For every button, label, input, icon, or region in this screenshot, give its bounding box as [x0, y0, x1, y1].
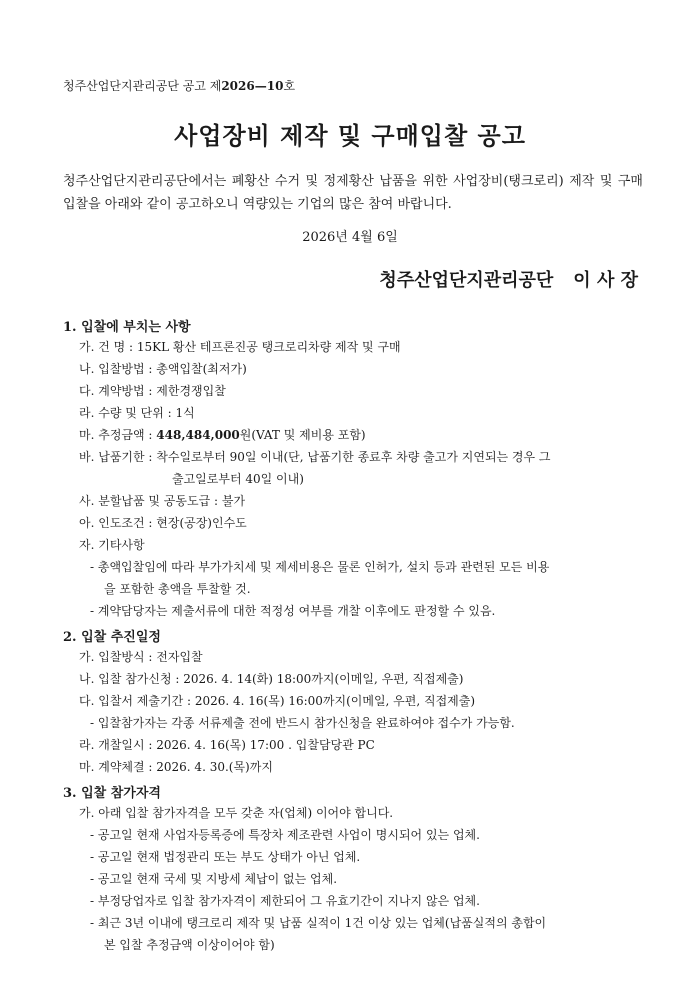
section1-etc-note1-cont: 을 포함한 총액을 투찰할 것. — [104, 582, 251, 596]
section1-etc-note2: - 계약담당자는 제출서류에 대한 적정성 여부를 개찰 이후에도 판정할 수 있음. — [90, 604, 496, 618]
section1-item-delivery: 바. 납품기한 : 착수일로부터 90일 이내(단, 납품기한 종료후 차량 출고가 지연되는 경우 그 — [79, 450, 551, 464]
notice-suffix: 호 — [283, 79, 296, 93]
section2-item-opening: 라. 개찰일시 : 2026. 4. 16(목) 17:00 . 입찰담당관 PC — [79, 738, 375, 752]
section1-item-etc: 자. 기타사항 — [79, 538, 145, 552]
price-label: 마. 추정금액 : — [79, 428, 157, 442]
section3-item-a: 가. 아래 입찰 참가자격을 모두 갖춘 자(업체) 이어야 합니다. — [79, 806, 394, 820]
section2-item-submission: 다. 입찰서 제출기간 : 2026. 4. 16(목) 16:00까지(이메일, 우편, 직접제출) — [79, 694, 476, 708]
section3-requirement: - 부정당업자로 입찰 참가자격이 제한되어 그 유효기간이 지나지 않은 업체. — [90, 894, 480, 908]
price-value: 448,484,000 — [156, 428, 240, 442]
notice-number — [63, 77, 295, 94]
section1-item-quantity: 라. 수량 및 단위 : 1식 — [79, 406, 195, 420]
section3-heading: 3. 입찰 참가자격 — [63, 786, 161, 801]
notice-prefix: 청주산업단지관리공단 공고 제 — [63, 79, 222, 93]
issuer-title: 이 사 장 — [573, 270, 638, 291]
section1-heading: 1. 입찰에 부치는 사항 — [63, 320, 191, 335]
section1-item-name: 가. 건 명 : 15KL 황산 테프론진공 탱크로리차량 제작 및 구매 — [79, 340, 401, 354]
section1-item-delivery-cont: 출고일로부터 40일 이내) — [172, 472, 304, 486]
section1-item-terms: 아. 인도조건 : 현장(공장)인수도 — [79, 516, 247, 530]
intro-paragraph: 청주산업단지관리공단에서는 폐황산 수거 및 정제황산 납품을 위한 사업장비(탱크로리) 제작 및 구매 입찰을 아래와 같이 공고하오니 역량있는 기업의 많은 참여 바랍니다. — [63, 174, 643, 212]
section3-requirement: - 최근 3년 이내에 탱크로리 제작 및 납품 실적이 1건 이상 있는 업체(납품실적의 총합이 — [90, 916, 547, 930]
section1-etc-note1: - 총액입찰임에 따라 부가가치세 및 제세비용은 물론 인허가, 설치 등과 관련된 모든 비용 — [90, 560, 550, 574]
section1-item-method: 나. 입찰방법 : 총액입찰(최저가) — [79, 362, 247, 376]
section1-item-split: 사. 분할납품 및 공동도급 : 불가 — [79, 494, 246, 508]
section1-item-price — [79, 426, 366, 443]
notice-number-value: 2026—10 — [221, 79, 284, 93]
section1-item-contract: 다. 계약방법 : 제한경쟁입찰 — [79, 384, 226, 398]
price-note: 원(VAT 및 제비용 포함) — [239, 428, 366, 442]
issuer-org: 청주산업단지관리공단 — [379, 270, 554, 291]
section2-item-application: 나. 입찰 참가신청 : 2026. 4. 14(화) 18:00까지(이메일, 우편, 직접제출) — [79, 672, 464, 686]
section2-item-method: 가. 입찰방식 : 전자입찰 — [79, 650, 203, 664]
section3-requirement: - 공고일 현재 사업자등록증에 특장차 제조관련 사업이 명시되어 있는 업체. — [90, 828, 480, 842]
section3-requirement: - 공고일 현재 법정관리 또는 부도 상태가 아닌 업체. — [90, 850, 361, 864]
section2-submission-note: - 입찰참가자는 각종 서류제출 전에 반드시 참가신청을 완료하여야 접수가 가능함. — [90, 716, 515, 730]
section2-heading: 2. 입찰 추진일정 — [63, 630, 161, 645]
section2-item-contract: 마. 계약체결 : 2026. 4. 30.(목)까지 — [79, 760, 273, 774]
notice-date: 2026년 4월 6일 — [302, 230, 398, 245]
section3-requirement: - 공고일 현재 국세 및 지방세 체납이 없는 업체. — [90, 872, 338, 886]
issuer-signature — [379, 266, 638, 292]
section3-requirement-cont: 본 입찰 추정금액 이상이어야 함) — [104, 938, 275, 952]
document-title: 사업장비 제작 및 구매입찰 공고 — [174, 122, 526, 150]
